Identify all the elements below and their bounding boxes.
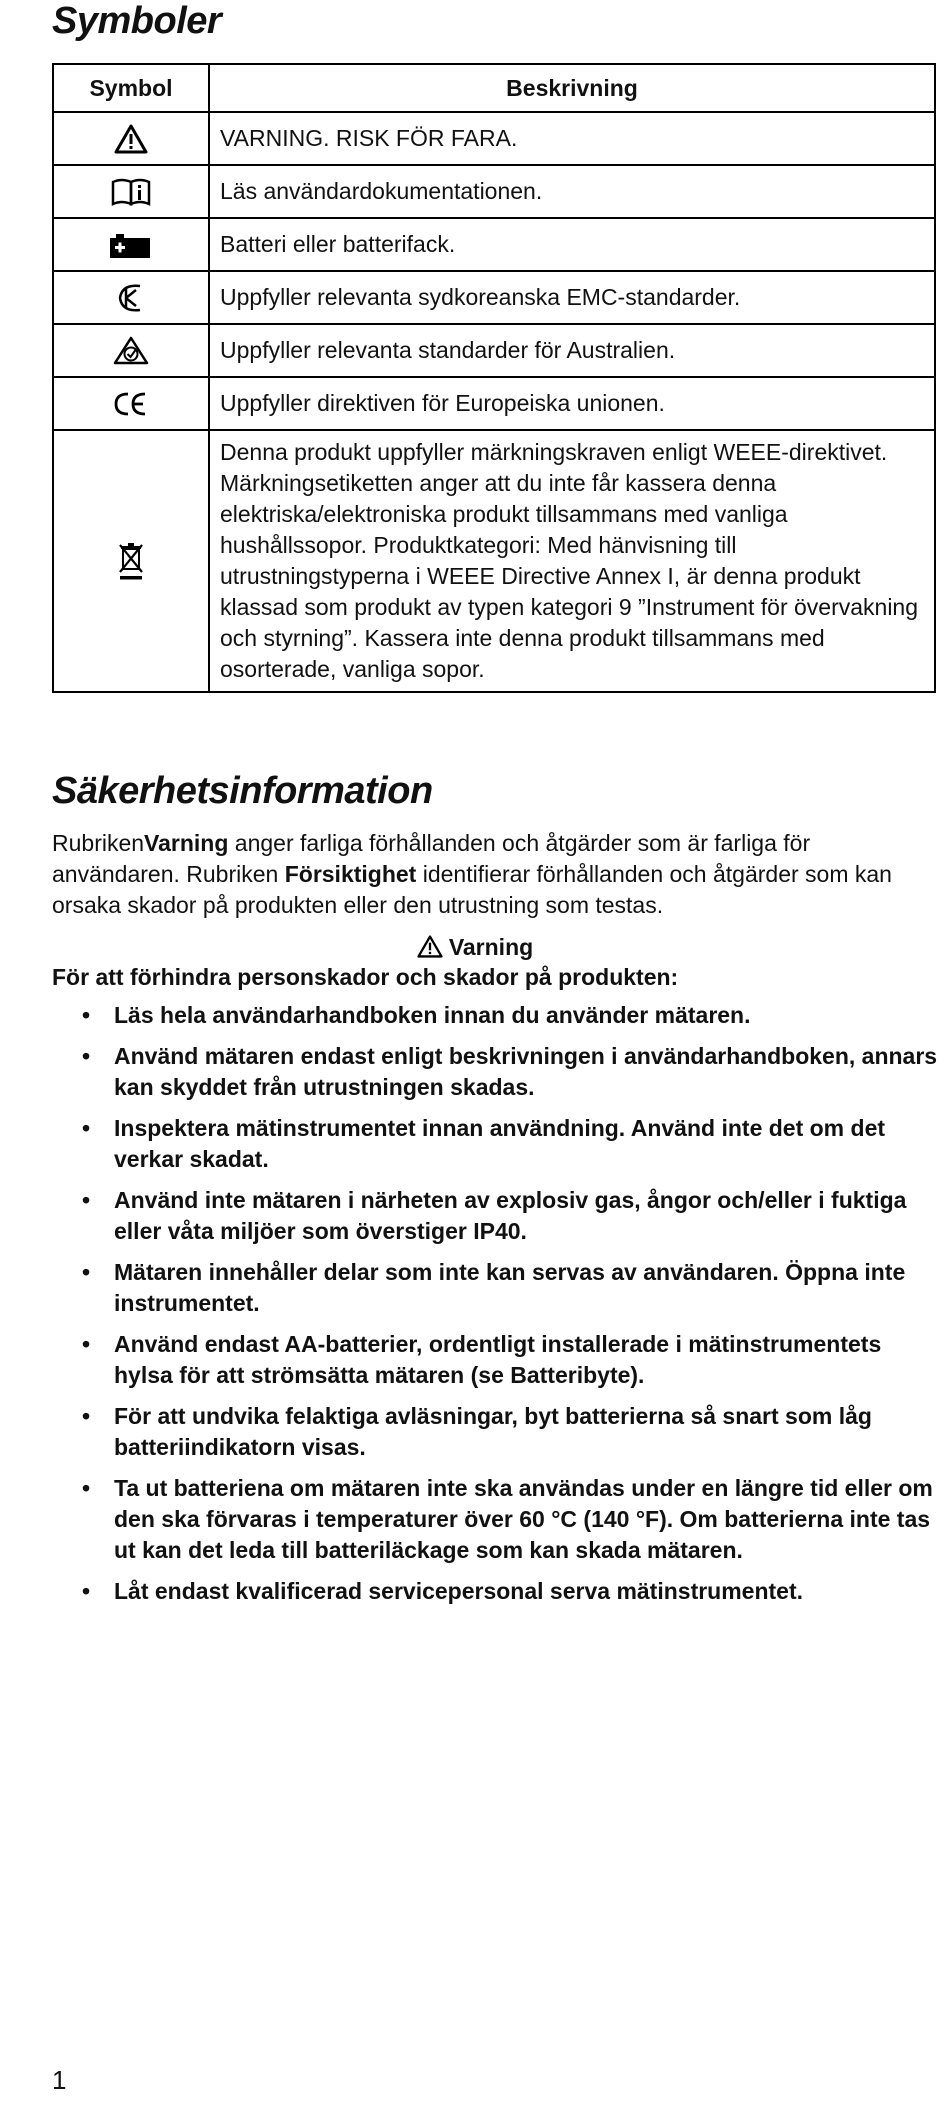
korea-kc-mark-icon <box>116 282 146 314</box>
symbol-description: Batteri eller batterifack. <box>209 218 935 271</box>
table-row <box>53 324 935 377</box>
table-row <box>53 218 935 271</box>
safety-title: Säkerhetsinformation <box>52 770 433 812</box>
rcm-australia-icon <box>113 335 149 367</box>
symbol-description: Denna produkt uppfyller märkningskraven enligt WEEE-direktivet. Märkningsetiketten anger att du inte får kassera denna elektriska/elektroniska produkt tillsammans med vanliga hushållssopor. Produktkategori: Med hänvisning till utrustningstyperna i WEEE Directive Annex I, är denna produkt klassad som produkt av typen kategori 9 ”Instrument för övervakning och styrning”. Kassera inte denna produkt tillsammans med osorterade, vanliga sopor. <box>209 430 935 692</box>
list-item <box>52 1576 942 1607</box>
bullet: • <box>82 1331 91 1357</box>
list-item-text: Mätaren innehåller delar som inte kan servas av användaren. Öppna inte instrumentet. <box>114 1259 906 1316</box>
safety-intro-paragraph <box>52 828 932 921</box>
list-item-text: Inspektera mätinstrumentet innan användning. Använd inte det om det verkar skadat. <box>114 1115 886 1172</box>
bullet: • <box>82 1115 91 1141</box>
description-column-header: Beskrivning <box>209 64 935 112</box>
table-row <box>53 271 935 324</box>
list-item <box>52 1000 942 1031</box>
symbol-description: Läs användardokumentationen. <box>209 165 935 218</box>
list-item <box>52 1401 942 1463</box>
symbol-description: Uppfyller relevanta sydkoreanska EMC-standarder. <box>209 271 935 324</box>
list-item <box>52 1041 942 1103</box>
battery-icon <box>110 234 152 258</box>
read-manual-icon <box>111 177 151 207</box>
symbol-description: VARNING. RISK FÖR FARA. <box>209 112 935 165</box>
bullet: • <box>82 1043 91 1069</box>
ce-mark-icon <box>113 391 149 417</box>
bullet: • <box>82 1002 91 1028</box>
intro-bold-caution: Försiktighet <box>284 861 417 887</box>
warning-triangle-icon <box>417 935 443 958</box>
warning-heading-label: Varning <box>448 934 534 960</box>
bullet: • <box>82 1475 91 1501</box>
intro-text: Rubriken <box>52 830 145 856</box>
list-item-text: Läs hela användarhandboken innan du använder mätaren. <box>114 1002 751 1028</box>
list-item <box>52 1473 942 1566</box>
table-row <box>53 377 935 430</box>
list-item-text: Låt endast kvalificerad servicepersonal serva mätinstrumentet. <box>114 1578 804 1604</box>
list-item <box>52 1257 942 1319</box>
page-number: 1 <box>52 2065 67 2095</box>
list-item-text: Ta ut batteriena om mätaren inte ska användas under en längre tid eller om den ska förvaras i temperaturer över 60 °C (140 °F). Om batterierna inte tas ut kan det leda till batteriläckage som kan skada mätaren. <box>114 1475 933 1563</box>
warning-triangle-icon <box>114 124 148 154</box>
symbol-column-header: Symbol <box>53 64 209 112</box>
symbol-description: Uppfyller relevanta standarder för Australien. <box>209 324 935 377</box>
bullet: • <box>82 1259 91 1285</box>
bullet: • <box>82 1187 91 1213</box>
warning-heading <box>0 932 950 963</box>
intro-text: anger farliga förhållanden och åtgärder som är farliga för användaren. Rubriken <box>52 830 811 887</box>
list-item <box>52 1329 942 1391</box>
list-item-text: Använd inte mätaren i närheten av explosiv gas, ångor och/eller i fuktiga eller våta miljöer som överstiger IP40. <box>114 1187 907 1244</box>
table-header-row <box>53 64 935 112</box>
intro-text: identifierar förhållanden och åtgärder som kan orsaka skador på produkten eller den utrustning som testas. <box>52 861 892 918</box>
table-row <box>53 112 935 165</box>
bullet: • <box>82 1578 91 1604</box>
weee-crossed-bin-icon <box>118 541 144 581</box>
symbols-table <box>52 63 936 693</box>
list-item <box>52 1185 942 1247</box>
list-item <box>52 1113 942 1175</box>
symbol-description: Uppfyller direktiven för Europeiska unionen. <box>209 377 935 430</box>
list-item-text: Använd endast AA-batterier, ordentligt installerade i mätinstrumentets hylsa för att strömsätta mätaren (se Batteribyte). <box>114 1331 882 1388</box>
list-item-text: Använd mätaren endast enligt beskrivningen i användarhandboken, annars kan skyddet från utrustningen skadas. <box>114 1043 938 1100</box>
list-item-text: För att undvika felaktiga avläsningar, byt batterierna så snart som låg batteriindikatorn visas. <box>114 1403 872 1460</box>
warning-list <box>52 1000 942 1617</box>
table-row <box>53 165 935 218</box>
intro-bold-warning: Varning <box>144 830 229 856</box>
symbols-title: Symboler <box>52 0 222 42</box>
table-row <box>53 430 935 692</box>
warning-lead: För att förhindra personskador och skador på produkten: <box>52 964 679 990</box>
bullet: • <box>82 1403 91 1429</box>
